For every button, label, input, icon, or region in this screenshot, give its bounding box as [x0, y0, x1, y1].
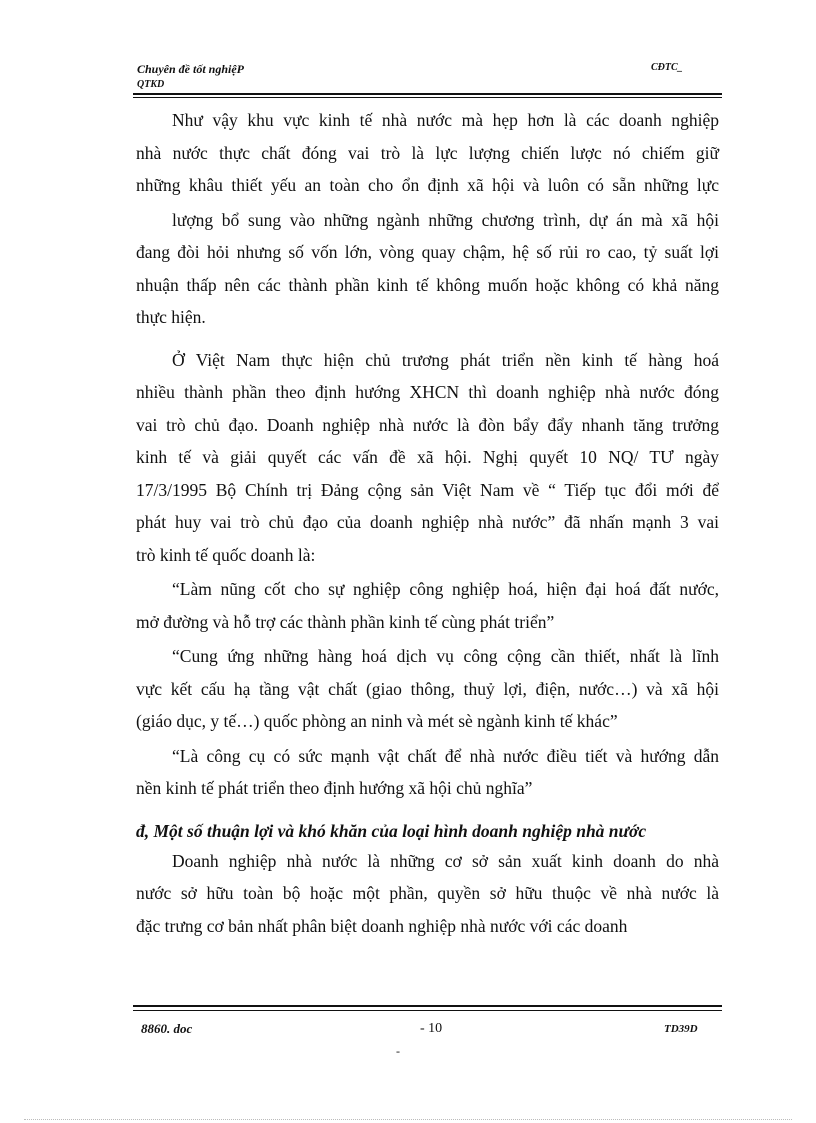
- text-line: Doanh nghiệp nhà nước là những cơ sở sản xuất kinh doanh do nhà: [172, 850, 719, 871]
- quote-paragraph: [136, 740, 719, 805]
- quote-paragraph: [136, 573, 719, 638]
- text-line: “Cung ứng những hàng hoá dịch vụ công cộng cần thiết, nhất là lĩnh: [172, 646, 719, 666]
- page-number: - 10: [420, 1021, 443, 1036]
- header-rule: [133, 93, 722, 95]
- section-heading: đ, Một số thuận lợi và khó khăn của loại hình doanh nghiệp nhà nước: [136, 820, 647, 841]
- text-line: mở đường và hỗ trợ các thành phần kinh tế cùng phát triển”: [136, 611, 555, 632]
- text-line: “Làm nũng cốt cho sự nghiệp công nghiệp hoá, hiện đại hoá đất nước,: [172, 579, 719, 599]
- text-line: nhiều thành phần theo định hướng XHCN thì doanh nghiệp nhà nước đóng: [136, 382, 719, 402]
- text-line: vai trò chủ đạo. Doanh nghiệp nhà nước là đòn bẩy đẩy nhanh tăng trưởng: [136, 414, 719, 435]
- text-line: đang đòi hỏi nhưng số vốn lớn, vòng quay chậm, hệ số rủi ro cao, tỷ suất lợi: [136, 242, 719, 262]
- header-rule-thin: [133, 97, 722, 98]
- footer-rule-thin: [133, 1010, 722, 1011]
- quote-paragraph: [136, 640, 719, 738]
- text-line: trò kinh tế quốc doanh là:: [136, 544, 316, 565]
- text-line: phát huy vai trò chủ đạo của doanh nghiệp nhà nước” đã nhấn mạnh 3 vai: [136, 512, 719, 532]
- text-line: 17/3/1995 Bộ Chính trị Đảng cộng sản Việt Nam về “ Tiếp tục đổi mới để: [136, 479, 719, 500]
- paragraph: [136, 104, 719, 202]
- paragraph: [136, 204, 719, 334]
- footer-code: TD39D: [664, 1023, 698, 1035]
- text-line: vực kết cấu hạ tầng vật chất (giao thông, thuỷ lợi, điện, nước…) và xã hội: [136, 678, 719, 699]
- text-line: Ở Việt Nam thực hiện chủ trương phát triển nền kinh tế hàng hoá: [172, 349, 719, 370]
- text-line: những khâu thiết yếu an toàn cho ổn định xã hội và luôn có sẵn những lực: [136, 175, 719, 195]
- text-line: Như vậy khu vực kinh tế nhà nước mà hẹp hơn là các doanh nghiệp: [172, 110, 719, 130]
- header-title: Chuyên đề tốt nghiệP: [137, 62, 245, 76]
- page-number-dash: -: [396, 1044, 400, 1058]
- paragraph: [136, 845, 719, 943]
- text-line: nhà nước thực chất đóng vai trò là lực lượng chiến lược nó chiếm giữ: [136, 142, 719, 163]
- footer-filename: 8860. doc: [141, 1021, 193, 1036]
- text-line: nhuận thấp nên các thành phần kinh tế không muốn hoặc không có khả năng: [136, 274, 719, 295]
- page-boundary: [24, 1119, 792, 1120]
- header-subtitle: QTKD: [137, 79, 165, 90]
- text-line: lượng bổ sung vào những ngành những chương trình, dự án mà xã hội: [172, 209, 719, 230]
- header-left: [137, 61, 244, 93]
- text-line: nước sở hữu toàn bộ hoặc một phần, quyền sở hữu thuộc về nhà nước là: [136, 883, 719, 903]
- text-line: “Là công cụ có sức mạnh vật chất để nhà nước điều tiết và hướng dẫn: [172, 745, 719, 766]
- text-line: (giáo dục, y tế…) quốc phòng an ninh và mét sè ngành kinh tế khác”: [136, 711, 618, 731]
- text-line: thực hiện.: [136, 307, 206, 327]
- text-line: đặc trưng cơ bản nhất phân biệt doanh nghiệp nhà nước với các doanh: [136, 915, 628, 936]
- text-line: nền kinh tế phát triển theo định hướng xã hội chủ nghĩa”: [136, 778, 533, 798]
- paragraph: [136, 344, 719, 572]
- footer-rule: [133, 1005, 722, 1007]
- text-line: kinh tế và giải quyết các vấn đề xã hội. Nghị quyết 10 NQ/ TƯ ngày: [136, 447, 719, 467]
- document-body: [136, 104, 719, 942]
- header-right: CĐTC_: [651, 62, 683, 73]
